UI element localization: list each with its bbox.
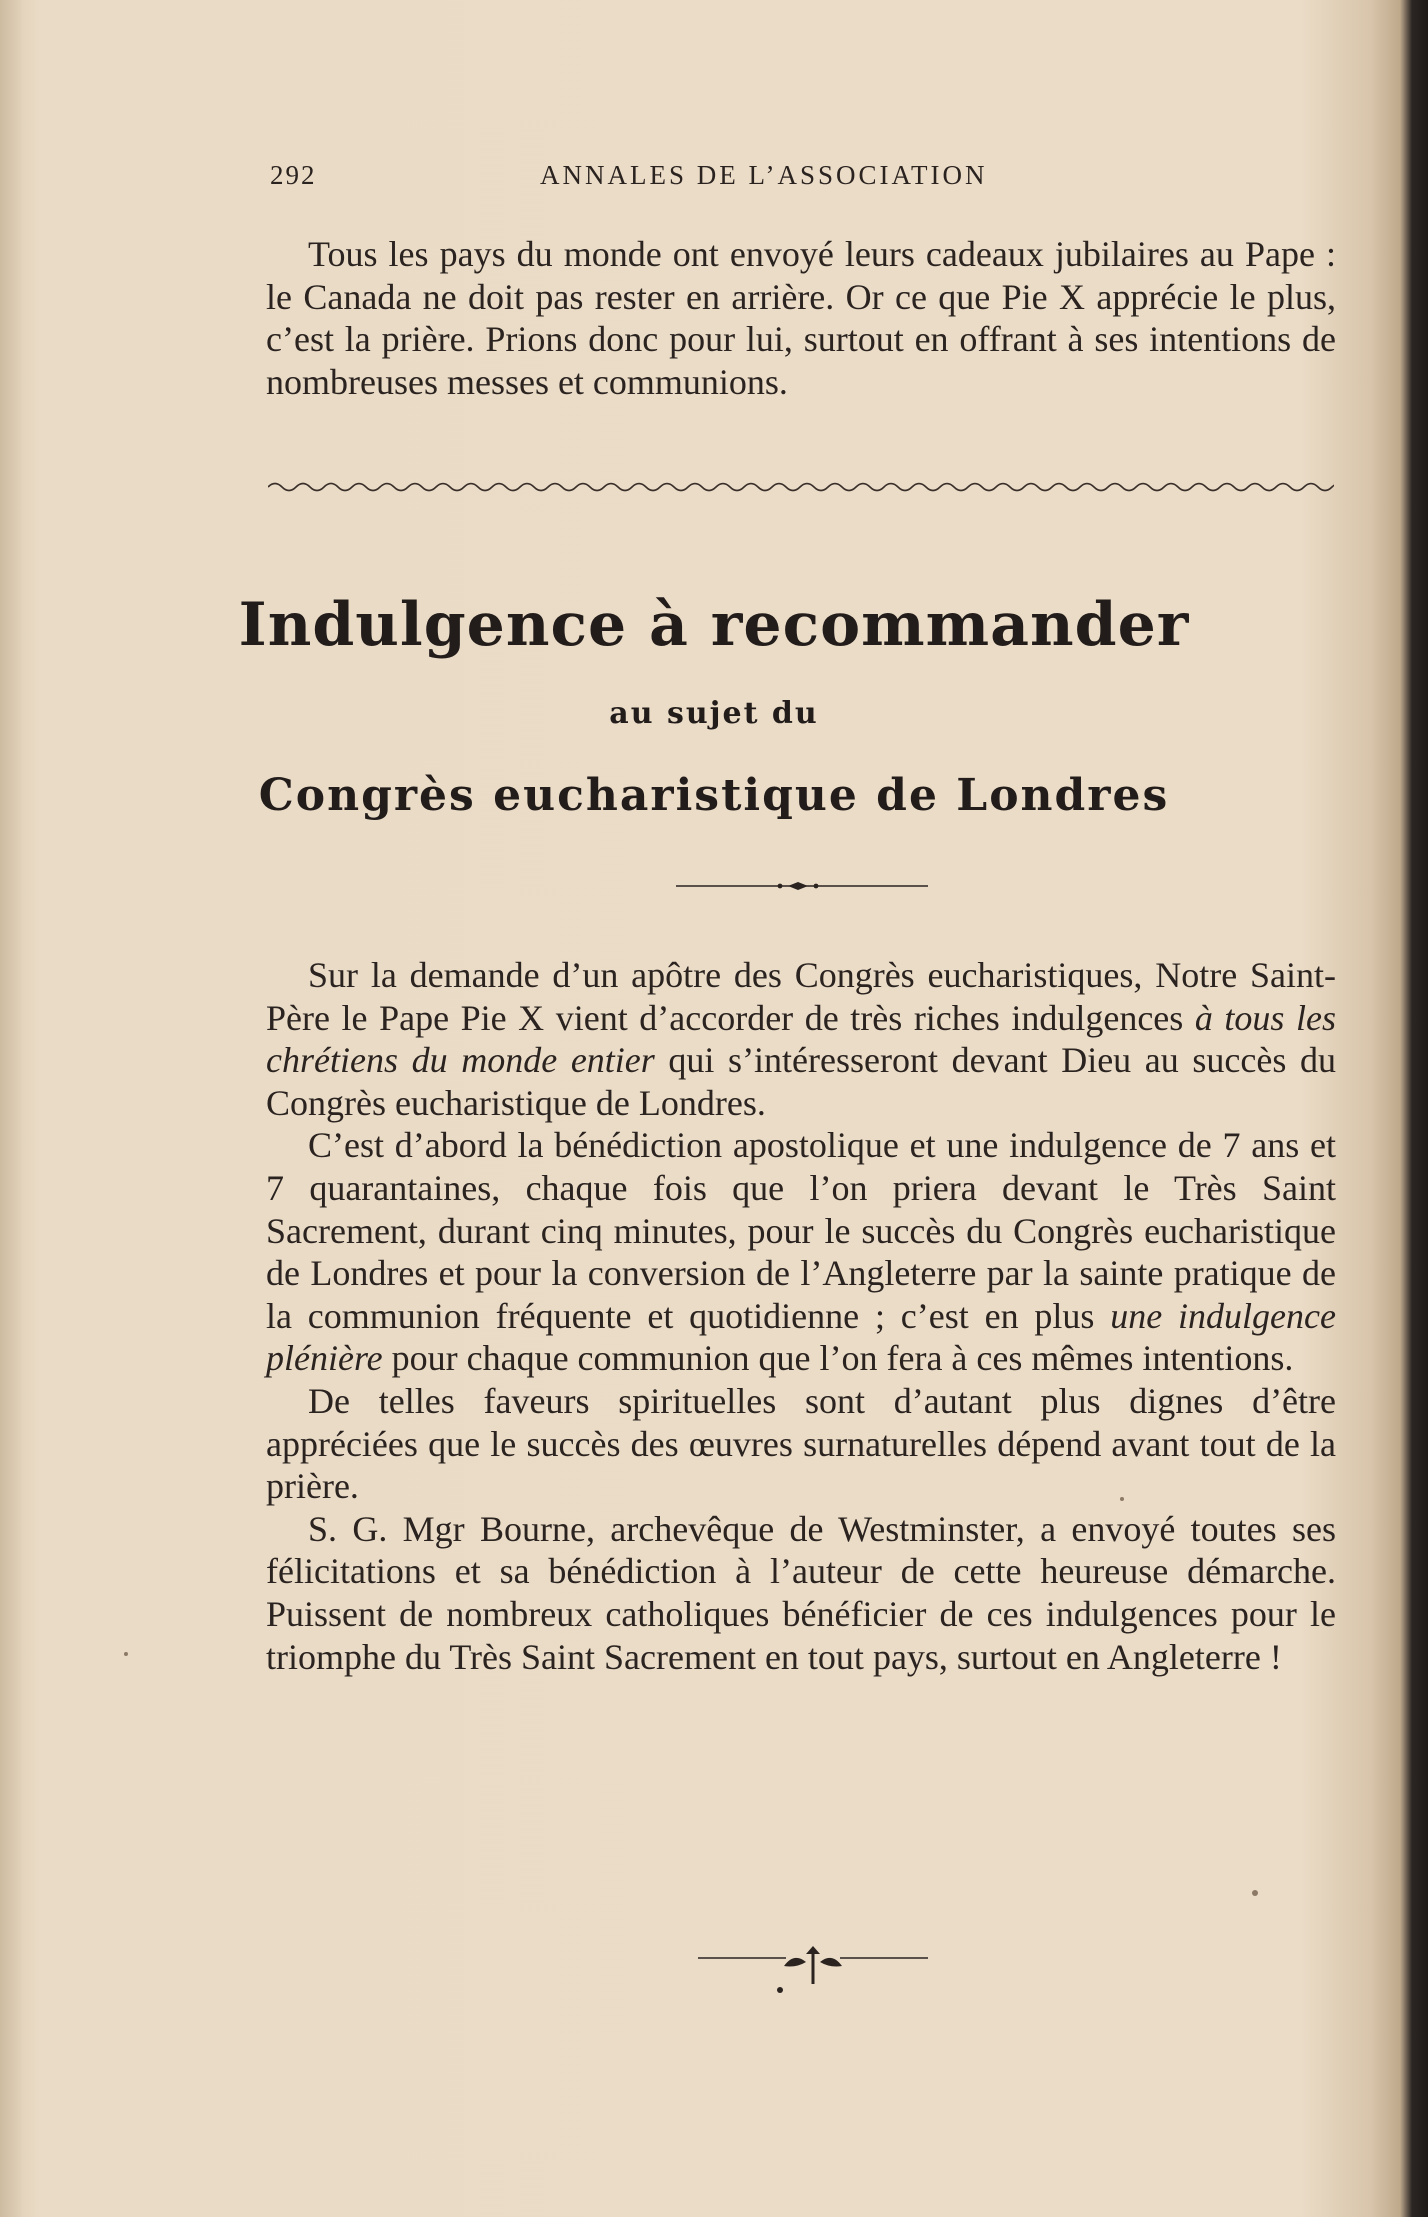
article-body [266, 954, 1336, 1678]
paper-speck [124, 1652, 128, 1656]
article-subtitle-congress: Congrès eucharistique de Londres [258, 770, 1170, 821]
intro-paragraph: Tous les pays du monde ont envoyé leurs cadeaux jubilaires au Pape : le Canada ne doit pas rester en arrière. Or ce que Pie X apprécie le plus, c’est la prière. Prions donc pour lui, surtout en offrant à ses intentions de nombreuses messes et communions. [266, 234, 1336, 402]
intro-text [266, 233, 1336, 403]
body-paragraph-2: C’est d’abord la bénédiction apostolique et une indulgence de 7 ans et 7 quarantaines, chaque fois que l’on priera devant le Très Saint Sacrement, durant cinq minutes, pour le succès du Congrès eucharistique de Londres et pour la conversion de l’Angleterre par la sainte pratique de la communion fréquente et quotidienne ; c’est en plus une indulgence plénière pour chaque communion que l’on fera à ces mêmes intentions. [266, 1125, 1336, 1379]
italic-phrase: à tous les chrétiens du monde entier [266, 997, 1336, 1081]
italic-phrase: une indulgence plénière [266, 1295, 1336, 1379]
running-title: ANNALES DE L’ASSOCIATION [540, 160, 988, 190]
body-paragraph-1: Sur la demande d’un apôtre des Congrès eucharistiques, Notre Saint-Père le Pape Pie X vient d’accorder de très riches indulgences à tous les chrétiens du monde entier qui s’intéresseront devant Dieu au succès du Congrès eucharistique de Londres. [266, 955, 1337, 1123]
paper-speck [1120, 1497, 1124, 1501]
body-paragraph-3: De telles faveurs spirituelles sont d’autant plus dignes d’être appréciées que le succès des œuvres surnaturelles dépend avant tout de la prière. [266, 1380, 1336, 1507]
article-subtitle: au sujet du [609, 696, 819, 731]
paper-speck [1252, 1890, 1258, 1896]
ornamental-rule [676, 880, 928, 892]
fleuron-ornament [698, 1940, 928, 1996]
body-paragraph-4: S. G. Mgr Bourne, archevêque de Westminster, a envoyé toutes ses félicitations et sa bénédiction à l’auteur de cette heureuse démarche. Puissent de nombreux catholiques bénéficier de ces indulgences pour le triomphe du Très Saint Sacrement en tout pays, surtout en Angleterre ! [266, 1508, 1336, 1677]
page-number: 292 [270, 160, 317, 190]
wavy-divider [268, 478, 1334, 496]
running-head [270, 160, 1332, 200]
article-title: Indulgence à recommander [238, 590, 1190, 660]
page-edge-left [0, 0, 22, 2217]
